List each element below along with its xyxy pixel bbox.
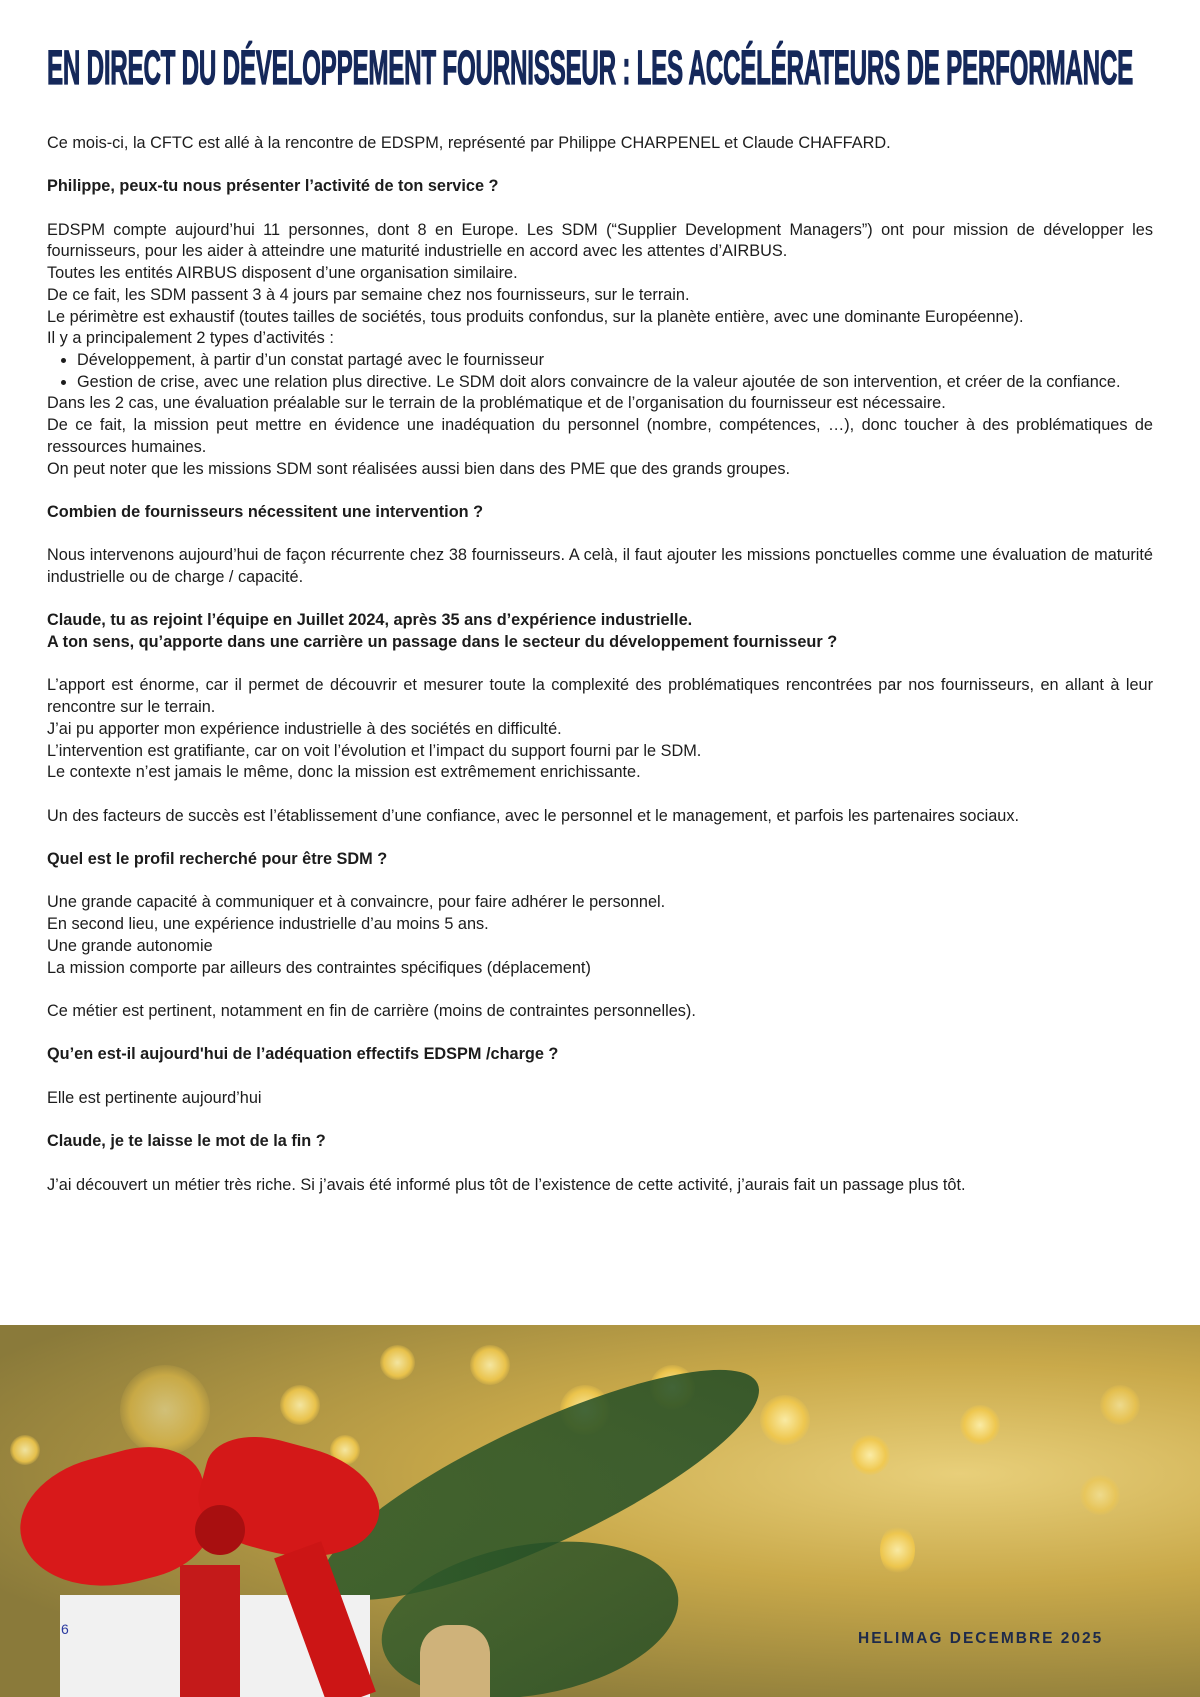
answer-1-line: On peut noter que les missions SDM sont réalisées aussi bien dans des PME que des grands groupes. — [47, 459, 791, 478]
answer-1-line: Le périmètre est exhaustif (toutes tailles de sociétés, tous produits confondus, sur la planète entière, avec une dominante Européenne). — [47, 307, 1024, 326]
question-3: Claude, tu as rejoint l’équipe en Juillet 2024, après 35 ans d’expérience industrielle. — [47, 611, 693, 630]
answer-1-line: Toutes les entités AIRBUS disposent d’une organisation similaire. — [47, 264, 518, 283]
answer-3-line: Le contexte n’est jamais le même, donc la mission est extrêmement enrichissante. — [47, 763, 641, 782]
answer-1-line: De ce fait, les SDM passent 3 à 4 jours par semaine chez nos fournisseurs, sur le terrain. — [47, 285, 690, 304]
answer-3-line: J’ai pu apporter mon expérience industrielle à des sociétés en difficulté. — [47, 719, 562, 738]
answer-2: Nous intervenons aujourd’hui de façon récurrente chez 38 fournisseurs. A celà, il faut ajouter les missions ponctuelles comme une évaluation de maturité industrielle ou de charge / capacité. — [47, 546, 1153, 586]
answer-6: J’ai découvert un métier très riche. Si j’avais été informé plus tôt de l’existence de cette activité, j’aurais fait un passage plus tôt. — [47, 1175, 966, 1194]
answer-4-line: Une grande capacité à communiquer et à convaincre, pour faire adhérer le personnel. — [47, 893, 666, 912]
answer-4b: Ce métier est pertinent, notamment en fin de carrière (moins de contraintes personnelles). — [47, 1001, 696, 1020]
article-body — [47, 133, 1153, 1218]
question-3: A ton sens, qu’apporte dans une carrière un passage dans le secteur du développement fournisseur ? — [47, 633, 838, 652]
answer-3-line: L’intervention est gratifiante, car on voit l’évolution et l’impact du support fourni par le SDM. — [47, 741, 702, 760]
question-4: Quel est le profil recherché pour être SDM ? — [47, 850, 388, 869]
page-number: 6 — [61, 1621, 69, 1637]
list-item: • Gestion de crise, avec une relation plus directive. Le SDM doit alors convaincre de la valeur ajoutée de son intervention, et créer de la confiance. — [77, 372, 1153, 394]
question-6: Claude, je te laisse le mot de la fin ? — [47, 1132, 326, 1151]
intro: Ce mois-ci, la CFTC est allé à la rencontre de EDSPM, représenté par Philippe CHARPENEL et Claude CHAFFARD. — [47, 134, 891, 152]
answer-5: Elle est pertinente aujourd’hui — [47, 1088, 262, 1107]
answer-3b: Un des facteurs de succès est l’établissement d’une confiance, avec le personnel et le management, et parfois les partenaires sociaux. — [47, 806, 1019, 825]
answer-1-line: De ce fait, la mission peut mettre en évidence une inadéquation du personnel (nombre, compétences, …), donc toucher à des problématiques de ressources humaines. — [47, 416, 1153, 456]
question-2: Combien de fournisseurs nécessitent une intervention ? — [47, 502, 484, 521]
page-title: EN DIRECT DU DÉVELOPPEMENT FOURNISSEUR : LES ACCÉLÉRATEURS DE PERFORMANCE — [47, 42, 1133, 95]
answer-1-line: Il y a principalement 2 types d’activités : — [47, 329, 334, 348]
activity-list — [47, 350, 1153, 393]
answer-4-line: La mission comporte par ailleurs des contraintes spécifiques (déplacement) — [47, 958, 591, 977]
answer-1-line: Dans les 2 cas, une évaluation préalable sur le terrain de la problématique et de l’organisation du fournisseur est nécessaire. — [47, 394, 946, 413]
list-item: • Développement, à partir d’un constat partagé avec le fournisseur — [77, 350, 1153, 372]
answer-1-line: EDSPM compte aujourd’hui 11 personnes, dont 8 en Europe. Les SDM (“Supplier Development Managers”) ont pour mission de développer les fournisseurs, pour les aider à atteindre une maturité industrielle en accord avec les attentes d’AIRBUS. — [47, 220, 1153, 261]
answer-4-line: En second lieu, une expérience industrielle d’au moins 5 ans. — [47, 915, 489, 934]
answer-3-line: L’apport est énorme, car il permet de découvrir et mesurer toute la complexité des problématiques rencontrées par nos fournisseurs, en allant à leur rencontre sur le terrain. — [47, 676, 1153, 717]
magazine-footer: HELIMAG DECEMBRE 2025 — [858, 1630, 1104, 1647]
answer-4-line: Une grande autonomie — [47, 936, 213, 955]
question-1: Philippe, peux-tu nous présenter l’activité de ton service ? — [47, 177, 499, 196]
question-5: Qu’en est-il aujourd'hui de l’adéquation effectifs EDSPM /charge ? — [47, 1045, 559, 1064]
